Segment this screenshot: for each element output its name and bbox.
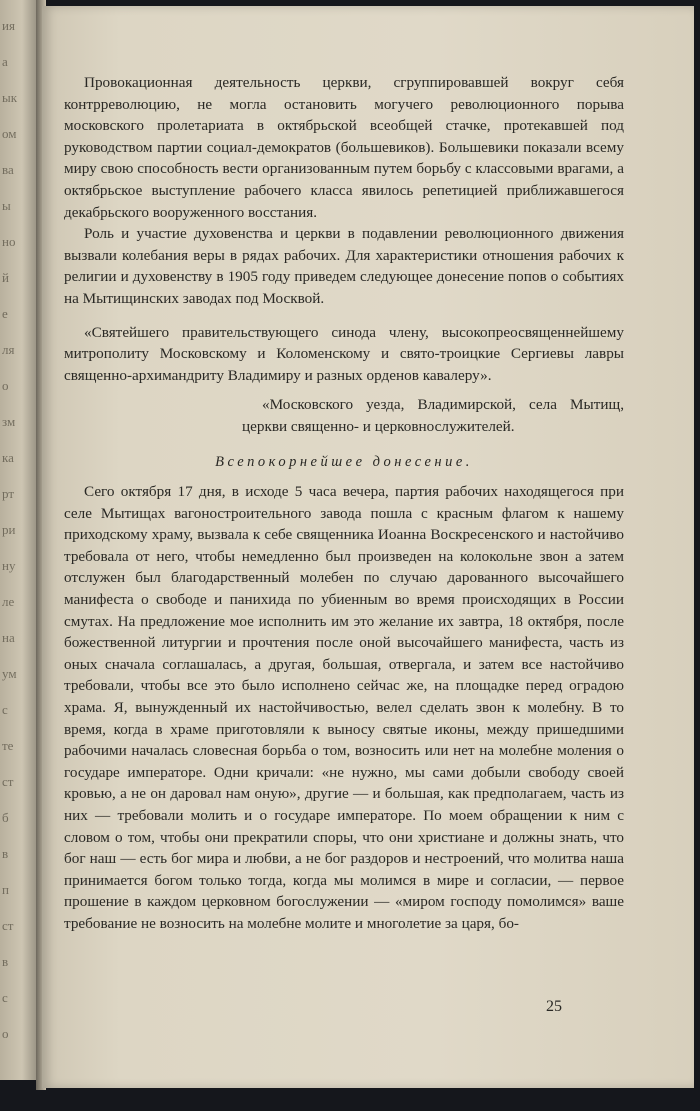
left-page-fragment: ия: [2, 18, 15, 33]
left-page-fragment: ык: [2, 90, 18, 105]
left-page-fragment: о: [2, 378, 9, 393]
book-page: [42, 6, 694, 1088]
left-page-fragment: ля: [2, 342, 15, 357]
left-page-fragment: ст: [2, 918, 14, 933]
left-page-fragment: б: [2, 810, 9, 825]
left-page-fragment: ка: [2, 450, 14, 465]
left-page-fragment: е: [2, 306, 8, 321]
left-page-fragment: ва: [2, 162, 14, 177]
left-page-fragment: с: [2, 702, 8, 717]
left-page-fragment: о: [2, 1026, 9, 1041]
left-page-fragment: ле: [2, 594, 15, 609]
left-page-fragment: ум: [2, 666, 17, 681]
page-text: [64, 72, 624, 935]
left-page-fragment: а: [2, 54, 8, 69]
left-page-fragment: с: [2, 990, 8, 1005]
left-page-fragment: п: [2, 882, 9, 897]
left-page-fragment: ом: [2, 126, 17, 141]
quote-address: «Святейшего правительствующего синода члену, высокопреосвященнейшему митрополиту Московскому и Коломенскому и свято-троицкие Сергиевы лавры священно-архимандриту Владимиру и разных орденов кавалеру».: [64, 323, 624, 384]
left-page-fragment: зм: [2, 414, 16, 429]
left-page-fragment: ри: [2, 522, 16, 537]
left-page-fragment: ы: [2, 198, 11, 213]
report-body: Сего октября 17 дня, в исходе 5 часа вечера, партия рабочих находящегося при селе Мытищах вагоностроительного завода пошла с красным флагом к нашему приходскому храму, вызвала к себе священника Иоанна Воскресенского и настойчиво требовала от него, чтобы немедленно был произведен на колокольне звон а затем отслужен был благодарственный молебен по случаю дарованного высочайшего манифеста о свободе и панихида по убиенным во время происходящих в России смутах. На предложение мое исполнить им это желание их завтра, 18 октября, после божественной литургии и прочтения после оной высочайшего манифеста, часть из оных сначала соглашалась, а другая, большая, отвергала, и затем все настойчиво требовали, чтобы все это было исполнено сейчас же, на площадке перед оградою храма. Я, вынужденный их настойчивостью, велел сделать звон к молебну. В то время, когда в храме приготовляли к выносу святые иконы, между пришедшими рабочими началась словесная борьба о том, возносить или нет на молебне моления о государе императоре. Одни кричали: «не нужно, мы сами добыли свободу своей кровью, а не он даровал нам оную», другие — и большая, как предполагаем, часть из них — требовали молить и о государе императоре. По моем обращении к ним с словом о том, чтобы они прекратили споры, что они христиане и должны знать, что бог наш — есть бог мира и любви, а не бог раздоров и нестроений, что молитва наша принимается богом только тогда, когда мы молимся в мире и согласии, — первое прошение в каждом церковном богослужении — «миром господу помолимся» ваше требование не возносить на молебне молите и многолетие за царя, бо-: [64, 483, 624, 932]
left-page-fragment: на: [2, 630, 15, 645]
section-heading: Всепокорнейшее донесение.: [215, 453, 473, 470]
left-page-fragment: в: [2, 954, 9, 969]
left-page-fragment: в: [2, 846, 9, 861]
left-page-edge: [0, 0, 40, 1080]
left-page-fragment: й: [2, 270, 9, 285]
paragraph-1: Провокационная деятельность церкви, сгруппировавшей вокруг себя контрреволюцию, не могла остановить могучего революционного порыва московского пролетариата в октябрьской всеобщей стачке, протекавшей под руководством партии социал-демократов (большевиков). Большевики показали всему миру свою способность вести организованным путем борьбу с классовыми врагами, а октябрьское выступление рабочего класса явилось репетицией приближавшегося декабрьского вооруженного восстания.: [64, 74, 624, 221]
page-number: 25: [546, 998, 562, 1015]
left-page-fragment: ст: [2, 774, 14, 789]
left-page-fragment: те: [2, 738, 14, 753]
left-page-fragment: рт: [2, 486, 15, 501]
sender-address: «Московского уезда, Владимирской, села Мытищ, церкви священно- и церковнослужителей.: [242, 396, 624, 435]
left-page-fragment: ну: [2, 558, 16, 573]
paragraph-2: Роль и участие духовенства и церкви в подавлении революционного движения вызвали колебания веры в рядах рабочих. Для характеристики отношения рабочих к религии и духовенству в 1905 году приведем следующее донесение попов о событиях на Мытищинских заводах под Москвой.: [64, 225, 624, 307]
left-page-fragment: но: [2, 234, 16, 249]
